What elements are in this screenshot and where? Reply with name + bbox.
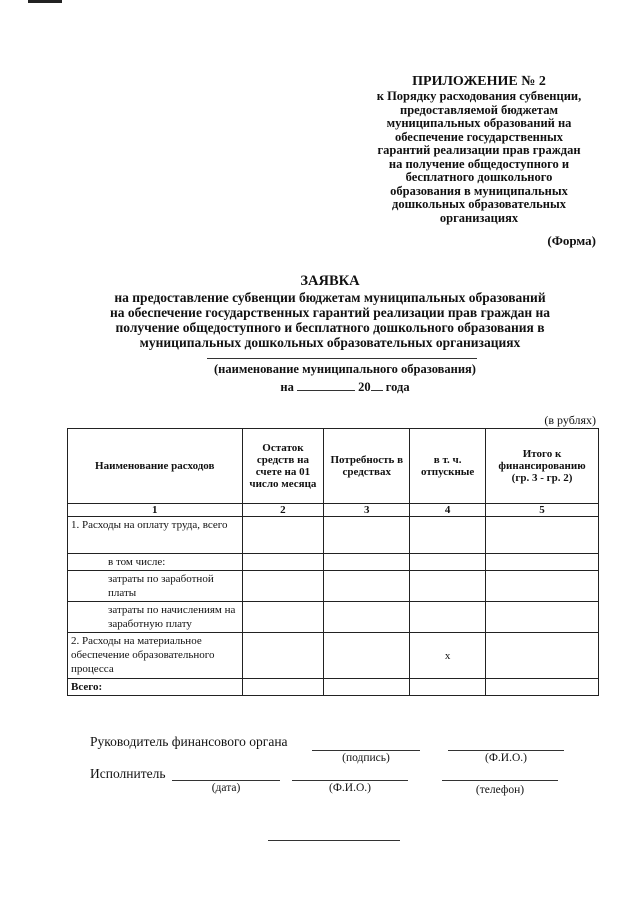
row-label-total: Всего: (68, 679, 243, 696)
table-cell[interactable] (410, 679, 486, 696)
col-number: 3 (324, 504, 410, 517)
col-number: 1 (68, 504, 243, 517)
appendix-line: дошкольных образовательных (392, 197, 566, 211)
appendix-line: организациях (439, 210, 519, 225)
table-cell[interactable] (410, 517, 486, 554)
head-label: Руководитель финансового органа (90, 734, 288, 749)
table-cell[interactable] (324, 554, 410, 571)
table-cell[interactable] (486, 554, 599, 571)
row-label-salary: затраты по заработной платы (68, 571, 243, 602)
table-cell[interactable] (486, 679, 599, 696)
executor-fio-caption: (Ф.И.О.) (329, 782, 371, 794)
date-day-month-field[interactable] (297, 379, 355, 391)
row-label-including: в том числе: (68, 554, 243, 571)
appendix-line: гарантий реализации прав граждан (377, 143, 581, 157)
appendix-line: предоставляемой бюджетам (400, 102, 558, 117)
table-cell[interactable] (486, 517, 599, 554)
request-line: получение общедоступного и бесплатного дошкольного образования в (115, 320, 545, 335)
date-prefix: на (280, 380, 294, 394)
appendix-line: бесплатного дошкольного (405, 170, 553, 184)
table-cell[interactable] (410, 571, 486, 602)
appendix-line: на получение общедоступного и (388, 156, 570, 171)
head-fio-line[interactable] (448, 750, 564, 751)
table-cell[interactable] (324, 517, 410, 554)
col-header-vacation: в т. ч. отпускные (410, 429, 486, 504)
col-number: 5 (486, 504, 599, 517)
table-cell[interactable] (242, 679, 324, 696)
table-cell[interactable] (242, 571, 324, 602)
table-cell[interactable] (486, 633, 599, 679)
appendix-header (340, 73, 618, 225)
head-signature-line[interactable] (312, 750, 420, 751)
executor-phone-line[interactable] (442, 780, 558, 781)
budget-table (67, 428, 599, 696)
appendix-title: ПРИЛОЖЕНИЕ № 2 (412, 74, 546, 89)
table-cell[interactable] (324, 571, 410, 602)
phone-caption: (телефон) (475, 784, 525, 796)
table-row-total (68, 679, 599, 696)
table-row (68, 554, 599, 571)
table-row (68, 571, 599, 602)
table-cell[interactable] (324, 633, 410, 679)
table-cell[interactable] (242, 517, 324, 554)
table-cell[interactable] (242, 602, 324, 633)
footer-separator (268, 840, 400, 841)
units-note: (в рублях) (544, 413, 596, 427)
appendix-line: образования в муниципальных (390, 183, 568, 198)
row-label-materials: 2. Расходы на материальное обеспечение образовательного процесса (68, 633, 243, 679)
table-cell[interactable] (324, 679, 410, 696)
table-row (68, 517, 599, 554)
table-cell[interactable] (242, 554, 324, 571)
column-number-row (68, 504, 599, 517)
table-header-row (68, 429, 599, 504)
not-applicable-mark: х (410, 633, 486, 679)
table-cell[interactable] (486, 602, 599, 633)
form-label: (Форма) (547, 233, 596, 248)
date-year-field[interactable] (371, 379, 383, 391)
row-label-accruals: затраты по начислениям на заработную плату (68, 602, 243, 633)
executor-fio-line[interactable] (292, 780, 408, 781)
appendix-line: обеспечение государственных (394, 129, 564, 144)
signature-caption: (подпись) (342, 752, 390, 764)
fio-caption: (Ф.И.О.) (485, 752, 527, 764)
date-suffix: года (385, 380, 410, 394)
col-header-need: Потребность в средствах (324, 429, 410, 504)
appendix-line: к Порядку расходования субвенции, (376, 89, 582, 103)
col-header-total: Итого к финансированию (гр. 3 - гр. 2) (486, 429, 599, 504)
col-number: 4 (410, 504, 486, 517)
date-year-prefix: 20 (358, 380, 371, 394)
executor-label: Исполнитель (90, 766, 166, 781)
col-header-expenses: Наименование расходов (68, 429, 243, 504)
request-title: ЗАЯВКА (300, 273, 360, 289)
table-cell[interactable] (486, 571, 599, 602)
col-number: 2 (242, 504, 324, 517)
scan-mark (28, 0, 62, 3)
table-cell[interactable] (410, 602, 486, 633)
table-cell[interactable] (410, 554, 486, 571)
table-cell[interactable] (242, 633, 324, 679)
request-date (150, 379, 540, 395)
table-cell[interactable] (324, 602, 410, 633)
request-line: муниципальных дошкольных образовательных организациях (139, 335, 521, 350)
municipality-field-line[interactable] (207, 358, 477, 359)
request-heading (60, 272, 600, 350)
request-line: на предоставление субвенции бюджетам муниципальных образований (114, 290, 546, 305)
row-label-labor: 1. Расходы на оплату труда, всего (68, 517, 243, 554)
request-line: на обеспечение государственных гарантий реализации прав граждан на (109, 305, 551, 320)
municipality-caption: (наименование муниципального образования) (214, 362, 476, 376)
col-header-balance: Остаток средств на счете на 01 число месяца (242, 429, 324, 504)
executor-date-line[interactable] (172, 780, 280, 781)
date-caption: (дата) (211, 782, 241, 794)
table-row (68, 602, 599, 633)
appendix-line: муниципальных образований на (386, 116, 572, 130)
table-row (68, 633, 599, 679)
